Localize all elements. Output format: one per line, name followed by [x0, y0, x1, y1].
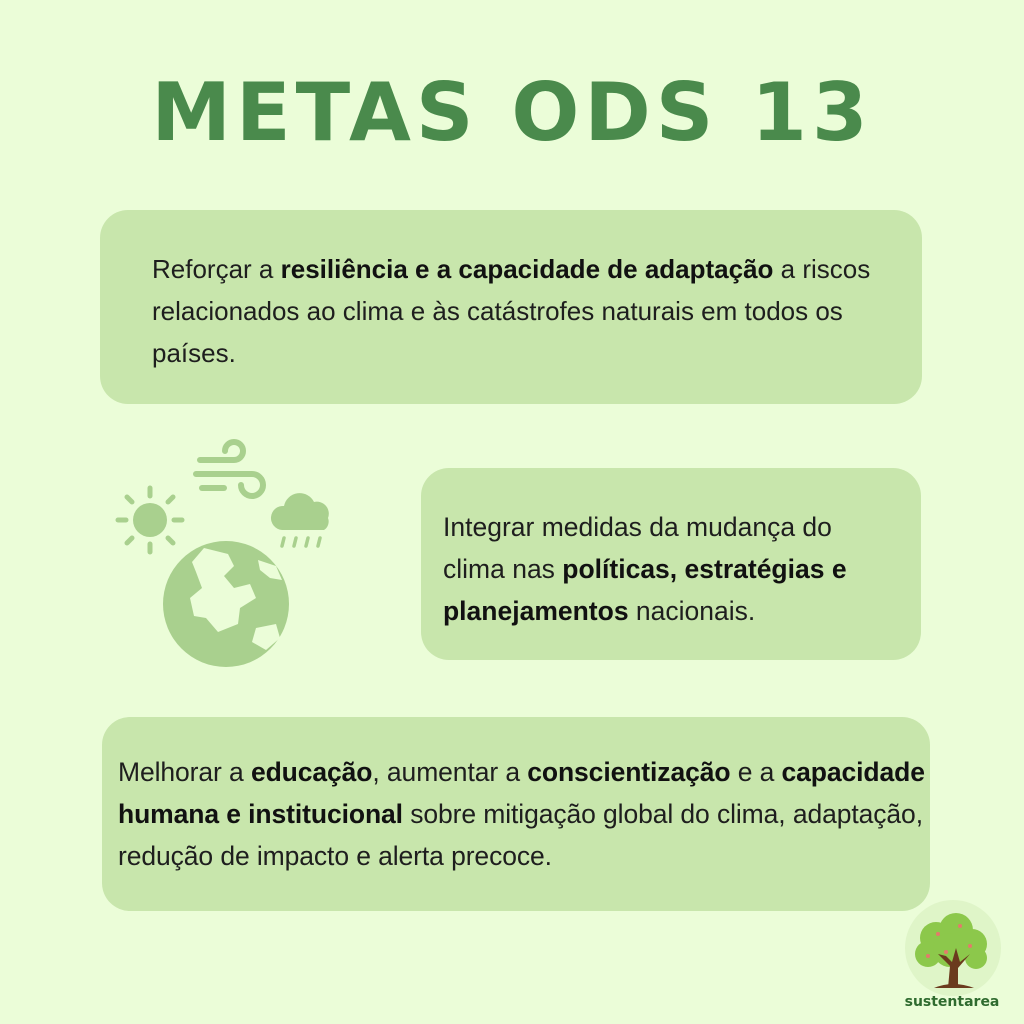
goal-text: , aumentar a: [372, 757, 528, 787]
goal-card-resilience: [100, 210, 922, 404]
goal-card-education: [102, 717, 930, 911]
goal-text: Integrar medidas da mudança do clima nas: [443, 512, 832, 584]
brand-name: sustentarea: [904, 994, 1000, 1010]
wind-icon: [196, 442, 263, 496]
goal-text: a riscos relacionados ao clima e às catástrofes naturais em todos os países.: [152, 254, 871, 368]
globe-icon: [163, 541, 289, 667]
page-title: METAS ODS 13: [151, 66, 873, 159]
goal-highlight: capacidade humana e institucional: [118, 757, 925, 829]
rain-cloud-icon: [271, 493, 329, 546]
goal-card-policies: [421, 468, 921, 660]
sun-icon: [118, 488, 182, 552]
goal-text: e a: [730, 757, 782, 787]
goal-highlight: educação: [250, 757, 373, 787]
goal-highlight: conscientização: [527, 757, 731, 787]
goal-highlight: políticas, estratégias e planejamentos: [443, 554, 847, 626]
goal-text: Melhorar a: [118, 757, 251, 787]
goal-highlight: resiliência e a capacidade de adaptação: [280, 254, 774, 284]
climate-illustration: [110, 438, 350, 678]
goal-text: sobre mitigação global do clima, adaptação, redução de impacto e alerta precoce.: [118, 799, 923, 871]
goal-text: Reforçar a: [152, 254, 281, 284]
goal-text: nacionais.: [628, 596, 756, 626]
